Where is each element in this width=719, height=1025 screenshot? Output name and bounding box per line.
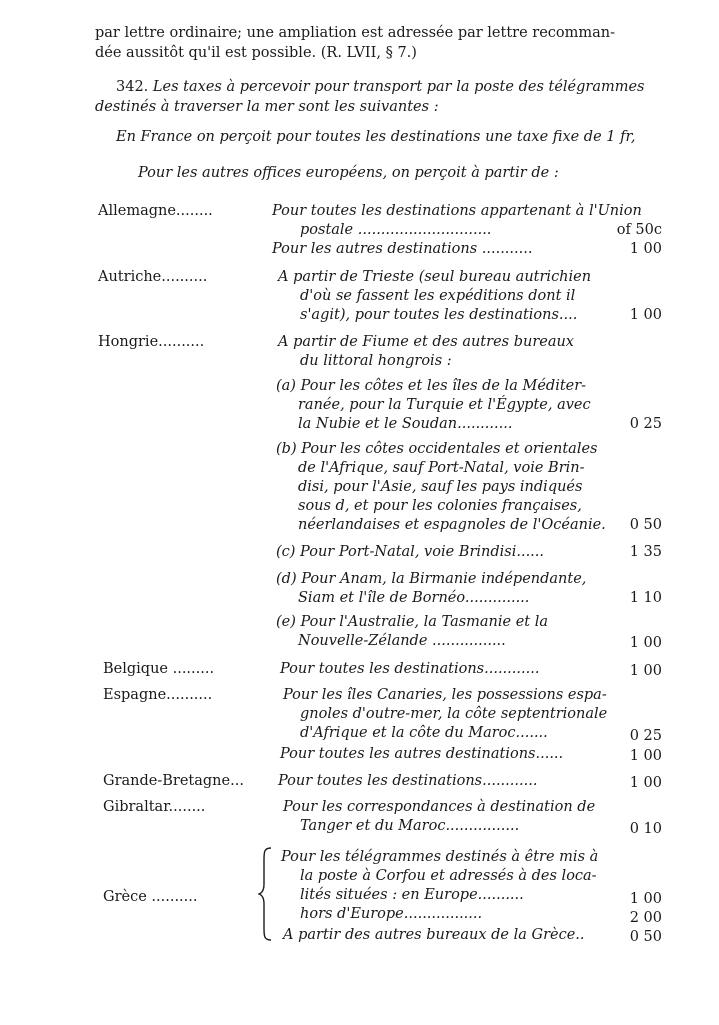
country-espagne: Espagne.......... [103,687,213,703]
section-number: 342. [116,79,149,95]
country-grece: Grèce .......... [103,889,198,905]
country-belgique: Belgique ......... [103,661,215,677]
amount: 1 00 [629,891,662,907]
country-grande-bretagne: Grande-Bretagne... [103,773,244,789]
entry-line: néerlandaises et espagnoles de l'Océanie. [298,517,606,533]
entry-line: Pour les îles Canaries, les possessions espa- [283,687,607,703]
entry-line: disi, pour l'Asie, sauf les pays indiqués [298,479,583,495]
amount: 1 00 [629,241,662,257]
entry-line: A partir de Fiume et des autres bureaux [278,334,574,350]
country-allemagne: Allemagne........ [98,203,213,219]
entry-line: lités situées : en Europe.......... [300,887,524,903]
intro-line-2: dée aussitôt qu'il est possible. (R. LVII, § 7.) [95,45,417,61]
amount: 1 10 [629,590,662,606]
entry-line: gnoles d'outre-mer, la côte septentrionale [300,706,608,722]
amount: 1 00 [629,775,662,791]
entry-line: Tanger et du Maroc................ [300,818,520,834]
entry-line: Nouvelle-Zélande ................ [298,633,506,649]
entry-line: sous d, et pour les colonies françaises, [298,498,582,514]
entry-line: d'où se fassent les expéditions dont il [300,288,576,304]
entry-line: hors d'Europe................. [300,906,483,922]
amount: 1 00 [629,663,662,679]
amount: 1 00 [629,635,662,651]
amount: 1 35 [629,544,662,560]
amount: 2 00 [629,910,662,926]
amount: of 50c [616,222,662,238]
intro-line-1: par lettre ordinaire; une ampliation est adressée par lettre recomman- [95,25,616,41]
amount: 0 25 [629,416,662,432]
entry-line: Pour les correspondances à destination de [283,799,596,815]
entry-line: (d) Pour Anam, la Birmanie indépendante, [276,571,587,587]
amount: 0 10 [629,821,662,837]
entry-line: Pour toutes les destinations appartenant à l'Union [272,203,642,219]
curly-brace-icon [258,846,274,942]
entry-line: (e) Pour l'Australie, la Tasmanie et la [276,614,549,630]
amount: 0 25 [629,728,662,744]
entry-line: du littoral hongrois : [300,353,452,369]
entry-line: la poste à Corfou et adressés à des loca- [300,868,597,884]
section-france: En France on perçoit pour toutes les destinations une taxe fixe de 1 fr, [116,129,636,145]
section-others: Pour les autres offices européens, on perçoit à partir de : [138,165,559,181]
entry-line: Pour les autres destinations ........... [272,241,533,257]
entry-line: A partir des autres bureaux de la Grèce.. [283,927,585,943]
entry-line: Pour les télégrammes destinés à être mis à [281,849,599,865]
amount: 1 00 [629,307,662,323]
section-line-1: Les taxes à percevoir pour transport par la poste des télégrammes [152,79,645,95]
entry-line: la Nubie et le Soudan............ [298,416,513,432]
entry-line: de l'Afrique, sauf Port-Natal, voie Brin- [298,460,585,476]
section-line-2: destinés à traverser la mer sont les suivantes : [95,99,439,115]
country-gibraltar: Gibraltar........ [103,799,206,815]
entry-line: d'Afrique et la côte du Maroc....... [300,725,548,741]
entry-line: A partir de Trieste (seul bureau autrichien [278,269,592,285]
section-heading [116,78,645,96]
entry-line: (c) Pour Port-Natal, voie Brindisi...... [276,544,545,560]
amount: 1 00 [629,748,662,764]
entry-line: s'agit), pour toutes les destinations.... [300,307,578,323]
country-hongrie: Hongrie.......... [98,334,205,350]
amount: 0 50 [629,929,662,945]
entry-line: Siam et l'île de Bornéo.............. [298,590,530,606]
entry-line: Pour toutes les autres destinations...... [280,746,564,762]
entry-line: Pour toutes les destinations............ [280,661,540,677]
entry-line: (b) Pour les côtes occidentales et orientales [276,441,598,457]
entry-line: (a) Pour les côtes et les îles de la Méditer- [276,378,587,394]
country-autriche: Autriche.......... [98,269,208,285]
amount: 0 50 [629,517,662,533]
entry-line: postale ............................. [300,222,492,238]
entry-line: ranée, pour la Turquie et l'Égypte, avec [298,397,591,413]
entry-line: Pour toutes les destinations............ [278,773,538,789]
